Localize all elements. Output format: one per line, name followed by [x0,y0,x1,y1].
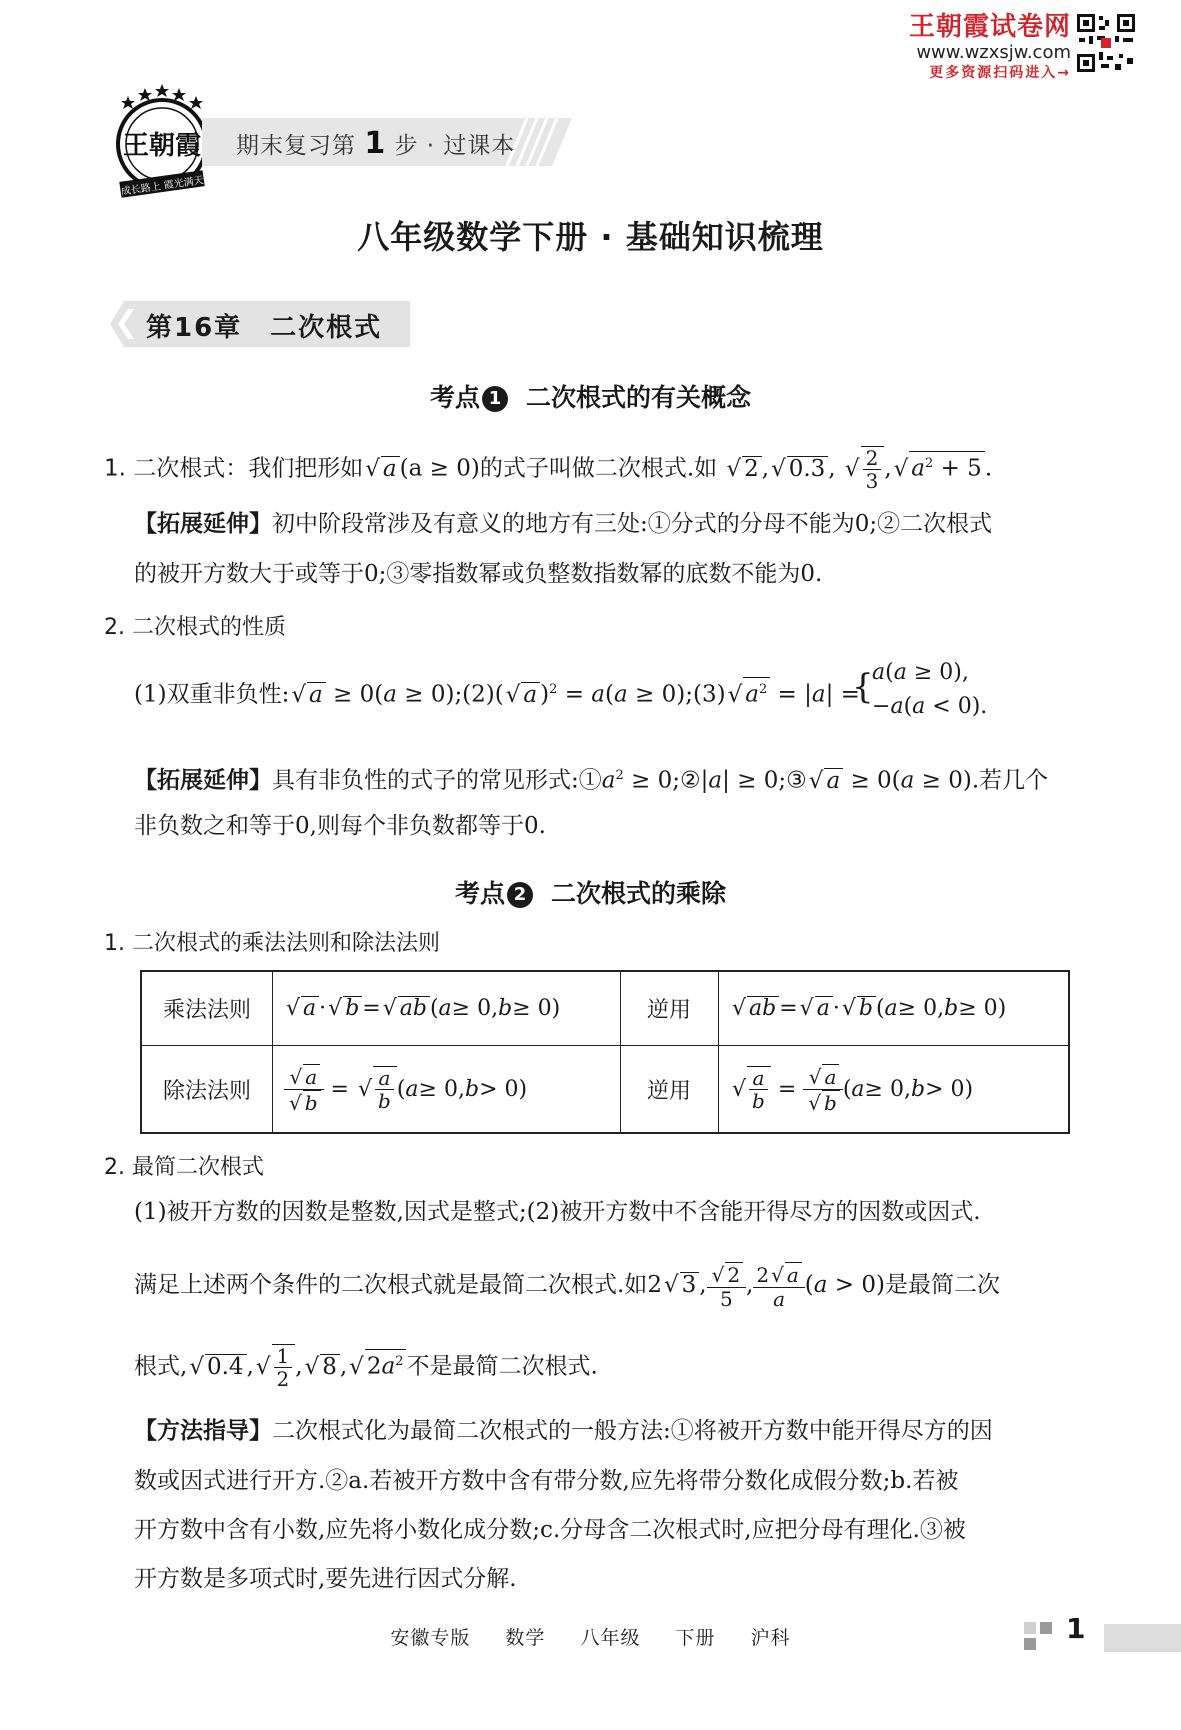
p3-text-a: 根式, [134,1353,188,1380]
method-line3: 开方数中含有小数,应先将小数化成分数;c.分母含二次根式时,应把分母有理化.③被 [134,1517,966,1543]
logo-slogan: 成长路上 霞光满天 [120,175,205,198]
p2-text-a: 满足上述两个条件的二次根式就是最简二次根式.如 [134,1272,648,1298]
table-mul-inverse-rule: √ ab = √ a · √ b ( a ≥ 0, b ≥ 0) [732,996,1007,1021]
def-text: 我们把形如 [248,455,364,482]
method-line2: 数或因式进行开方.②a.若被开方数中含有带分数,应先将带分数化成假分数;b.若被 [134,1468,959,1494]
footer-item: 安徽专版 [390,1627,471,1649]
brand-name: 王朝霞试卷网 [908,12,1071,42]
footer-item: 八年级 [580,1627,641,1649]
footer-item: 数学 [505,1627,546,1649]
kd2-prefix: 考点 [454,879,505,908]
kd2-number-icon: 2 [507,882,533,908]
banner-suffix: 步 · 过课本 [394,133,516,159]
table-div-inverse-rule: √ $\frac{a}{b}$ = $\frac{√ a}{√ b}$ ( a ≥ 0, b > 0) [732,1064,974,1115]
logo-seal-icon [108,82,216,200]
banner-prefix: 期末复习第 [236,133,356,159]
simplest-p3: 根式,√ 0.4 ,√ $\frac{1}{2}$ ,√ 8 ,√ $2a^2$ 不是最简二次根式. [134,1344,598,1391]
simplest-heading: 2. 最简二次根式 [104,1155,264,1180]
def-label: 1. 二次根式： [104,455,249,482]
brand-tip: 更多资源扫码进入→ [929,65,1071,81]
table-div-rule: $\frac{√ a}{√ b}$ = √ $\frac{a}{b}$ ( a ≥ 0, b > 0) [284,1046,527,1132]
table-div-inverse-label: 逆用 [646,1078,691,1104]
kd1-heading [0,378,1181,414]
properties-heading: 2. 二次根式的性质 [104,615,286,640]
ext1-text1: 初中阶段常涉及有意义的地方有三处:①分式的分母不能为0;②二次根式 [272,511,993,537]
method-tag: 【方法指导】 [134,1418,272,1444]
qr-code-icon[interactable] [1075,12,1137,74]
p2-text-b: 是最简二次 [884,1272,1000,1298]
ext2-line2: 非负数之和等于0,则每个非负数都等于0. [134,813,546,839]
def-cond: (a ≥ 0)的式子叫做二次根式.如 [399,455,718,482]
simplest-p1: (1)被开方数的因数是整数,因式是整式;(2)被开方数中不含能开得尽方的因数或因式. [134,1199,981,1225]
ext2-text1b: .若几个 [971,767,1049,794]
ext2-text1a: 具有非负性的式子的常见形式: [272,767,579,794]
ext1-tag: 【拓展延伸】 [134,511,272,537]
ext1-line2: 的被开方数大于或等于0;③零指数幂或负整数指数幂的底数不能为0. [134,561,823,587]
page-number: 1 [1066,1612,1086,1645]
table-div-label: 除法法则 [162,1078,251,1104]
ext1-line1 [134,508,1070,540]
chapter-title: 第16章 二次根式 [146,313,383,343]
brand-block [909,12,1071,82]
table-mul-inverse-label: 逆用 [646,998,691,1023]
table-mul-rule: √ a · √ b = √ ab ( a ≥ 0, b ≥ 0) [286,996,561,1021]
kd2-heading [0,874,1181,910]
kd1-number-icon: 1 [482,386,508,412]
footer-item: 下册 [675,1627,716,1649]
kd1-prefix: 考点 [429,383,480,412]
page-bar [1104,1624,1181,1652]
banner-step: 1 [364,126,387,161]
simplest-p2: 满足上述两个条件的二次根式就是最简二次根式.如2√ 3 , $\frac{√ 2}{5}$ , $\frac{2 √ a}{a}$ (a > 0)是最简二次 [134,1263,1000,1311]
page-title: 八年级数学下册 · 基础知识梳理 [357,218,824,256]
method-text1: 二次根式化为最简二次根式的一般方法:①将被开方数中能开得尽方的因 [272,1418,993,1444]
banner-text [236,126,515,161]
ext2-tag: 【拓展延伸】 [134,767,272,794]
properties-line: (1)双重非负性:√ a ≥ 0(a ≥ 0);(2)(√ a )$^2$ = a(a ≥ 0);(3)√ $a^2 = |a|$ = [134,674,1070,711]
rules-heading: 1. 二次根式的乘法法则和除法法则 [104,931,440,956]
p3-text-b: 不是最简二次根式. [406,1353,598,1380]
brace-icon: { [852,667,874,707]
rules-table [140,970,1070,1134]
brand-url[interactable]: www.wzxsjw.com [916,42,1071,63]
ext2-line1: 【拓展延伸】具有非负性的式子的常见形式$:①a^2$ ≥ 0;②|a| ≥ 0;③√ a ≥ 0(a ≥ 0).若几个 [134,767,1049,794]
method-line4: 开方数是多项式时,要先进行因式分解. [134,1566,517,1592]
method-line1 [134,1415,1070,1447]
footer [0,1623,1181,1650]
kd2-name: 二次根式的乘除 [551,879,727,908]
logo-name: 王朝霞 [122,131,202,161]
prop-label: (1)双重非负性: [134,681,290,708]
kd1-name: 二次根式的有关概念 [526,383,752,412]
table-mul-label: 乘法法则 [162,998,251,1023]
piecewise-cases: a(a ≥ 0), −a(a < 0). [872,660,988,719]
definition-line: 1. 二次根式：我们把形如√ a (a ≥ 0)的式子叫做二次根式.如 √ 2 ,√ 0.3 , √ $\frac{2}{3}$ ,√ $a^2 + 5$ . [104,446,993,493]
footer-item: 沪科 [750,1627,791,1649]
page-mark-icon [1022,1620,1056,1654]
